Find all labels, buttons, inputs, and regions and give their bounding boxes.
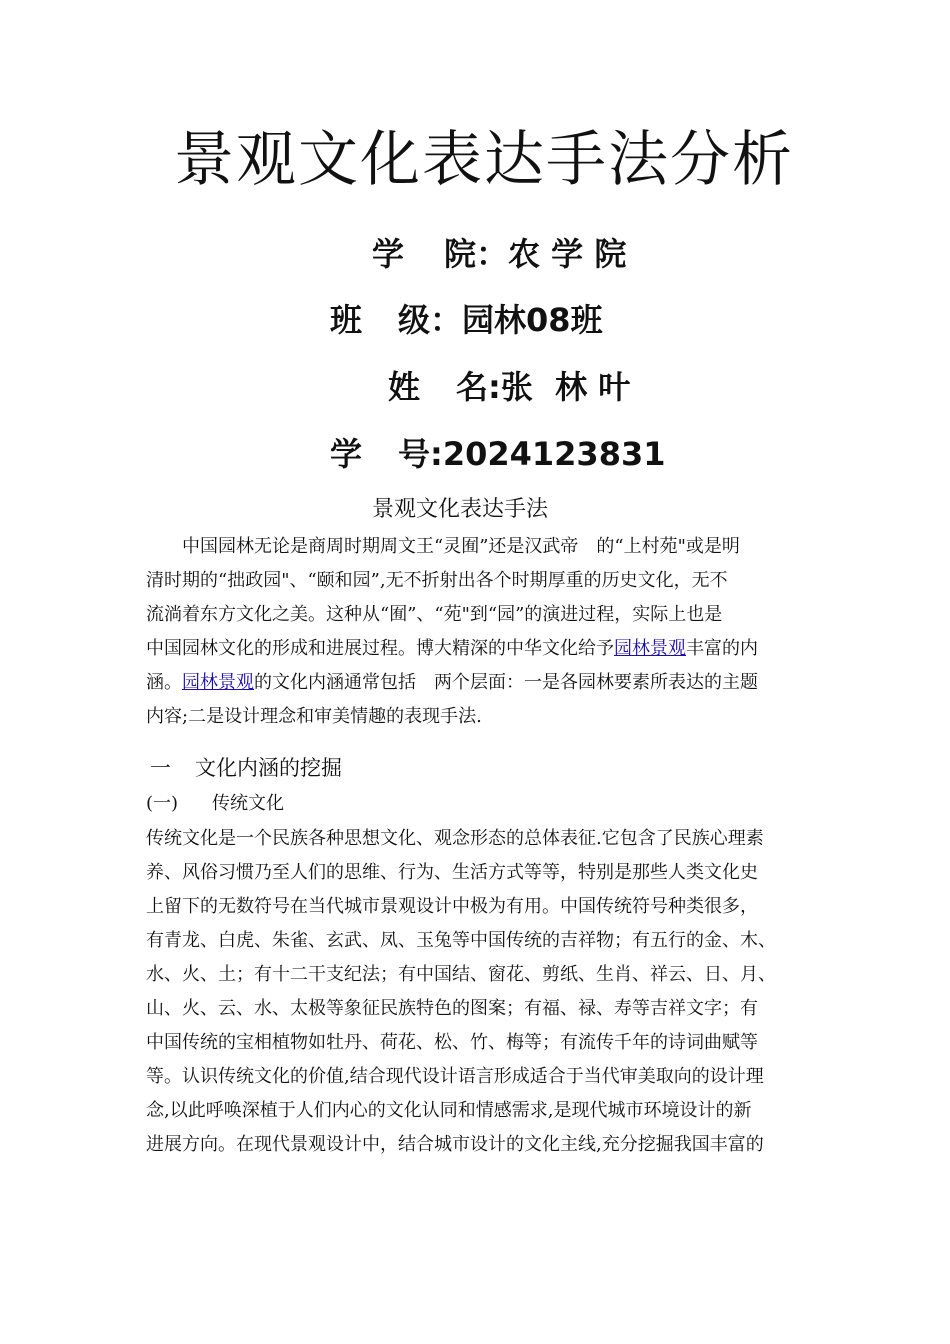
subsection-heading-1 xyxy=(146,789,284,819)
subsection-title: 传统文化 xyxy=(212,793,285,814)
class-line xyxy=(330,298,603,342)
college-label: 学 xyxy=(372,235,405,273)
body-line: 养、风俗习惯乃至人们的思维、行为、生活方式等等，特别是那些人类文化史 xyxy=(146,862,758,883)
section-subtitle: 景观文化表达手法 xyxy=(372,497,549,522)
intro-line-5 xyxy=(146,666,836,700)
student-id-label: 学 xyxy=(330,435,363,473)
intro-line-4-text: 中国园林文化的形成和进展过程。博大精深的中华文化给予 xyxy=(146,638,614,659)
body-line: 上留下的无数符号在当代城市景观设计中极为有用。中国传统符号种类很多， xyxy=(146,896,758,917)
name-value: 张 林 叶 xyxy=(500,368,631,406)
body-line: 传统文化是一个民族各种思想文化、观念形态的总体表征.它包含了民族心理素 xyxy=(146,828,764,849)
body-line: 水、火、土；有十二干支纪法；有中国结、窗花、剪纸、生肖、祥云、日、月、 xyxy=(146,964,776,985)
student-id-value: 2024123831 xyxy=(442,435,666,473)
intro-line-3: 流淌着东方文化之美。这种从“囿”、“苑"到“园”的演进过程，实际上也是 xyxy=(146,604,723,625)
intro-line-6: 内容;二是设计理念和审美情趣的表现手法. xyxy=(146,706,482,727)
intro-line-4 xyxy=(146,632,836,666)
class-label-2: 级： xyxy=(398,301,463,339)
landscape-link-2[interactable]: 园林景观 xyxy=(182,672,254,693)
body-line: 念,以此呼唤深植于人们内心的文化认同和情感需求,是现代城市环境设计的新 xyxy=(146,1100,752,1121)
section-number: 一 xyxy=(150,756,171,780)
student-id-label-2: 号: xyxy=(398,435,443,473)
section-heading-1 xyxy=(150,752,342,784)
body-line: 中国传统的宝相植物如牡丹、荷花、松、竹、梅等；有流传千年的诗词曲赋等 xyxy=(146,1032,758,1053)
intro-paragraph xyxy=(146,530,836,734)
intro-line-5-text: 涵。 xyxy=(146,672,182,693)
body-line: 进展方向。在现代景观设计中，结合城市设计的文化主线,充分挖掘我国丰富的 xyxy=(146,1134,764,1155)
college-line xyxy=(372,232,626,276)
section-title: 文化内涵的挖掘 xyxy=(195,756,342,780)
body-line: 山、火、云、水、太极等象征民族特色的图案；有福、禄、寿等吉祥文字；有 xyxy=(146,998,758,1019)
intro-line-4-text-end: 丰富的内 xyxy=(686,638,758,659)
intro-line-5-text-end: 的文化内涵通常包括 两个层面：一是各园林要素所表达的主题 xyxy=(254,672,758,693)
name-line xyxy=(388,365,630,409)
intro-line-1: 中国园林无论是商周时期周文王“灵囿”还是汉武帝 的“上村苑"或是明 xyxy=(182,536,740,557)
intro-line-2: 清时期的“拙政园"、“颐和园”,无不折射出各个时期厚重的历史文化，无不 xyxy=(146,570,728,591)
body-line: 等。认识传统文化的价值,结合现代设计语言形成适合于当代审美取向的设计理 xyxy=(146,1066,764,1087)
college-label-2: 院： xyxy=(444,235,509,273)
class-label: 班 xyxy=(330,301,363,339)
name-label: 姓 xyxy=(388,368,421,406)
name-label-2: 名: xyxy=(456,368,501,406)
class-value: 园林08班 xyxy=(462,301,603,339)
document-title: 景观文化表达手法分析 xyxy=(174,125,794,195)
subsection-number: (一) xyxy=(146,793,179,814)
student-id-line xyxy=(330,432,665,476)
landscape-link-1[interactable]: 园林景观 xyxy=(614,638,686,659)
body-paragraph xyxy=(146,822,836,1162)
body-line: 有青龙、白虎、朱雀、玄武、凤、玉兔等中国传统的吉祥物；有五行的金、木、 xyxy=(146,930,776,951)
college-value: 农 学 院 xyxy=(508,235,627,273)
